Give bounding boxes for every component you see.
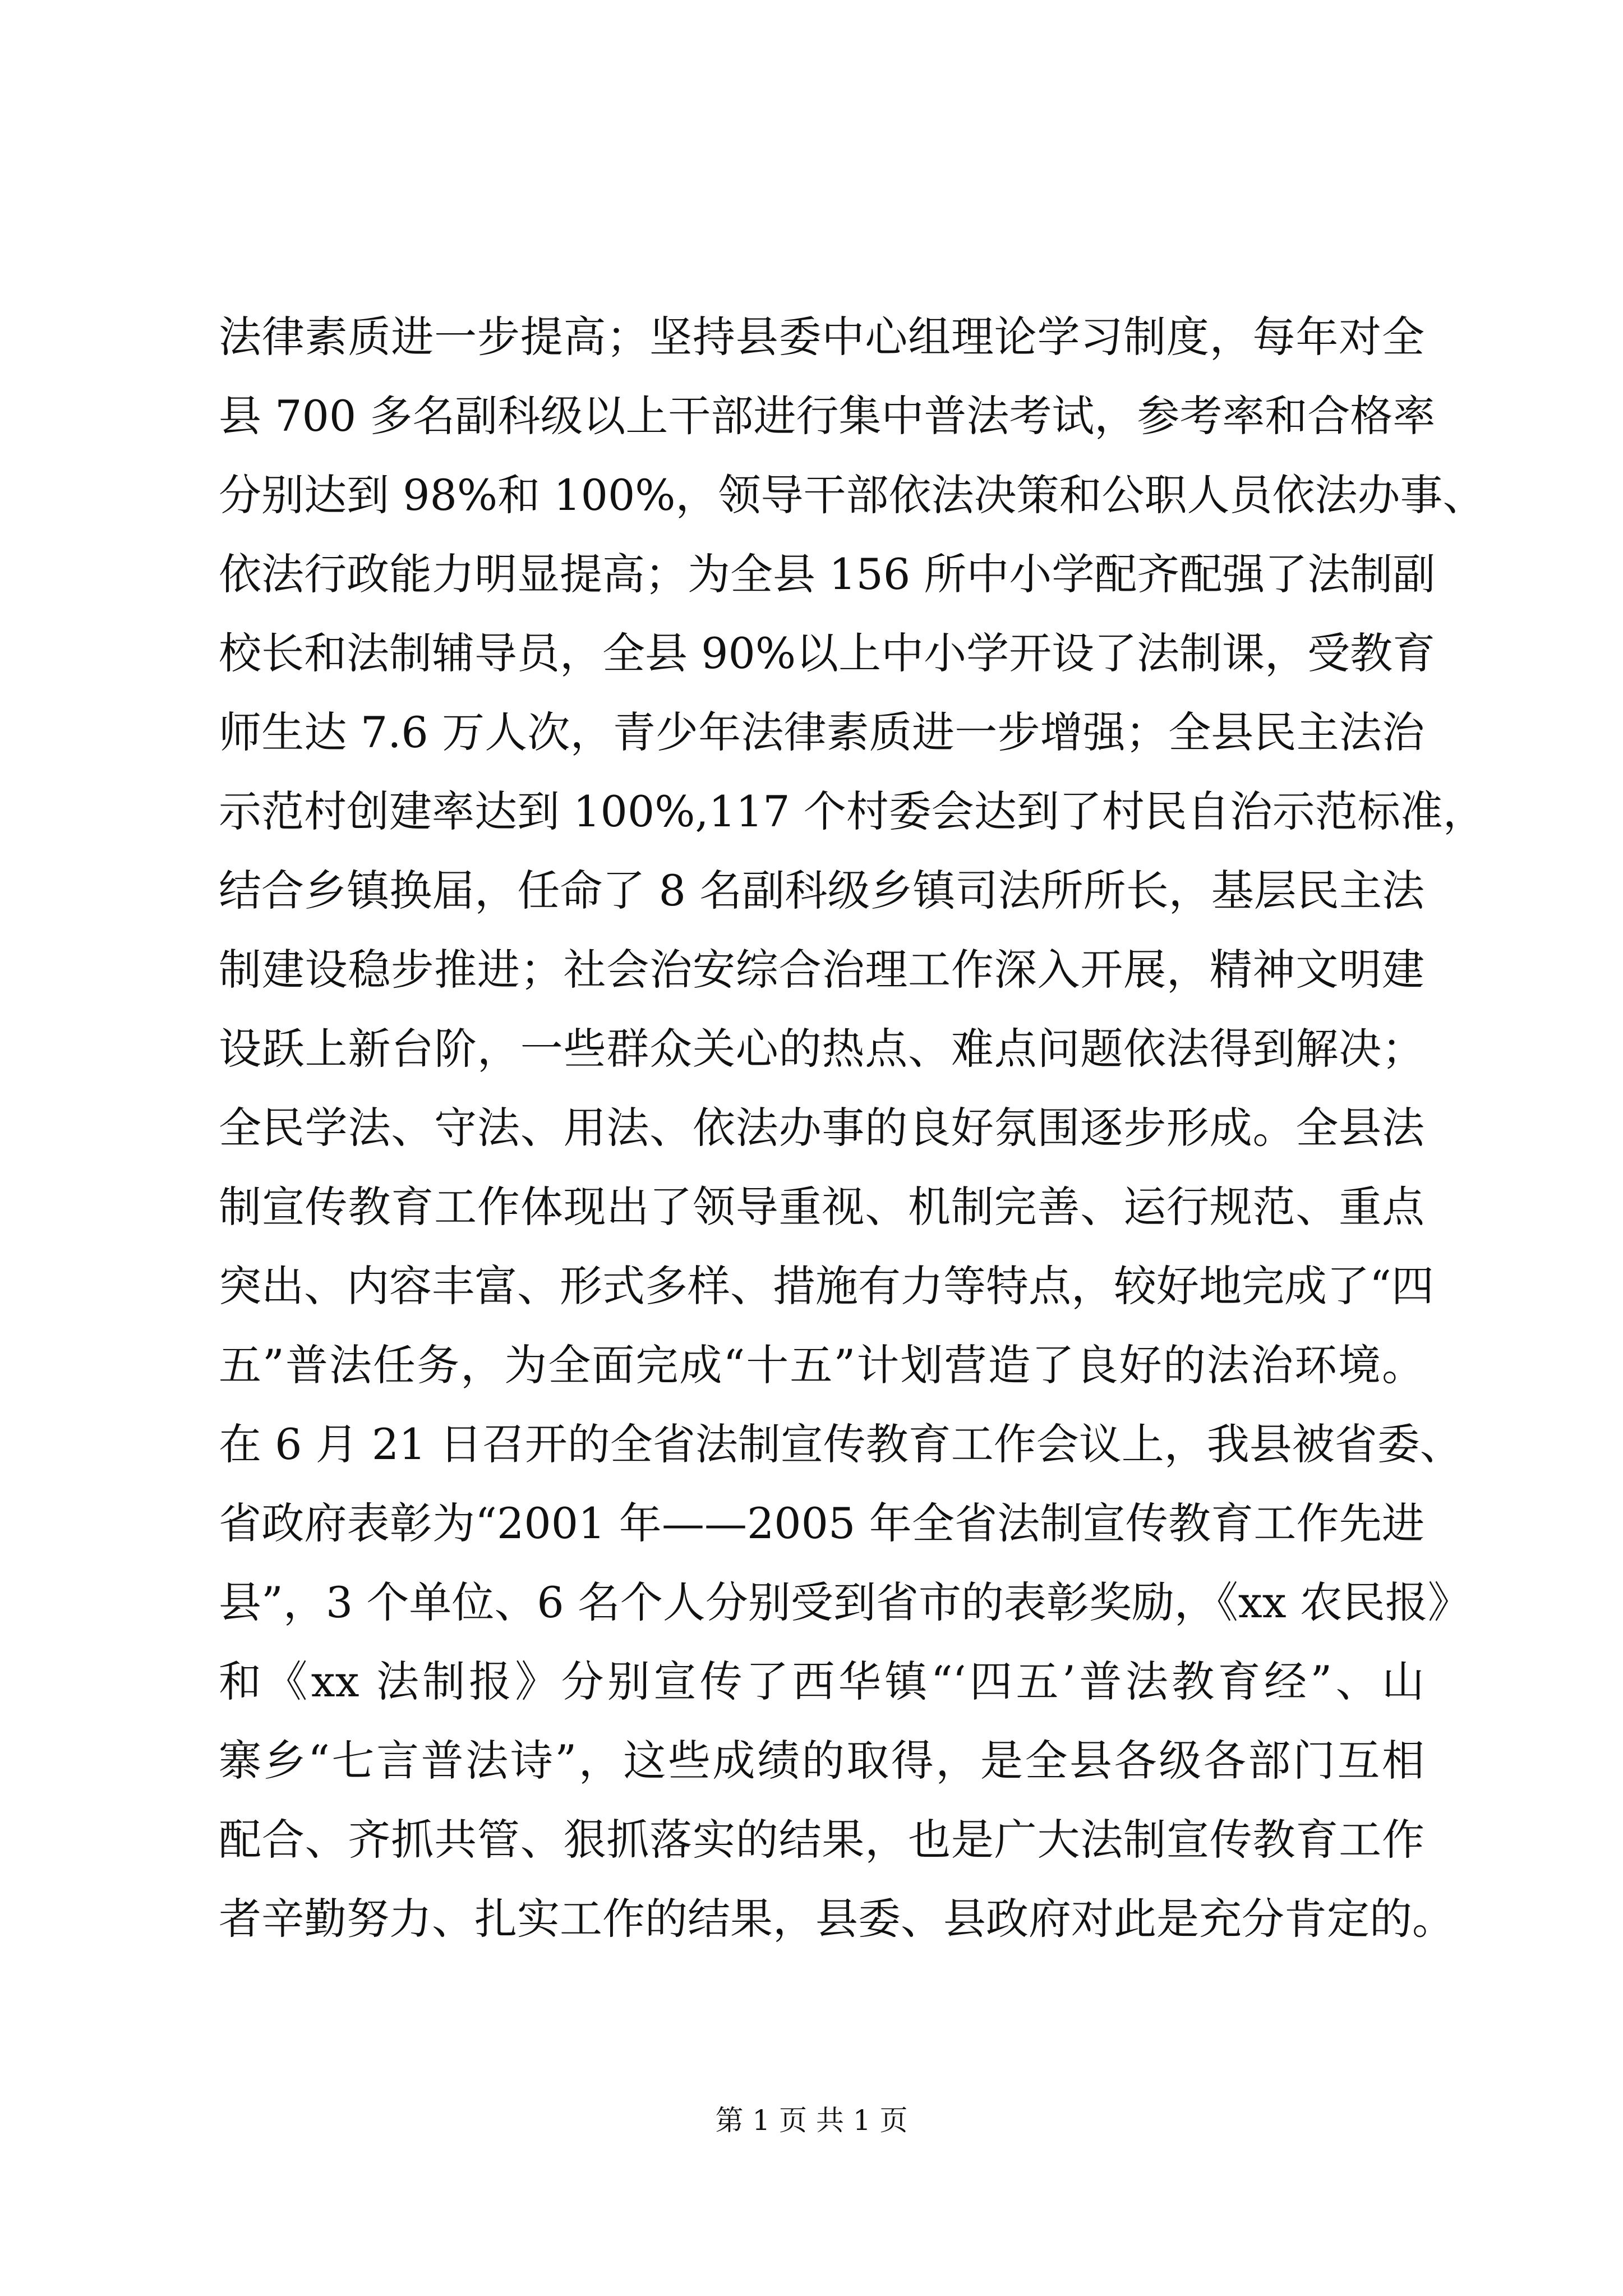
body-line: 全民学法、守法、用法、依法办事的良好氛围逐步形成。全县法 xyxy=(219,1103,1424,1153)
body-line: 示范村创建率达到 100%,117 个村委会达到了村民自治示范标准， xyxy=(219,786,1486,836)
body-line: 县”，3 个单位、6 名个人分别受到省市的表彰奖励，《xx 农民报》 xyxy=(219,1577,1470,1627)
page-footer xyxy=(0,2101,1623,2140)
body-line: 设跃上新台阶，一些群众关心的热点、难点问题依法得到解决； xyxy=(219,1024,1424,1074)
body-line: 配合、齐抓共管、狠抓落实的结果，也是广大法制宣传教育工作 xyxy=(219,1815,1424,1865)
body-line: 突出、内容丰富、形式多样、措施有力等特点，较好地完成了“四 xyxy=(219,1261,1434,1311)
body-line: 在 6 月 21 日召开的全省法制宣传教育工作会议上，我县被省委、 xyxy=(219,1419,1463,1469)
body-line: 制建设稳步推进；社会治安综合治理工作深入开展，精神文明建 xyxy=(219,945,1424,995)
page-number-label: 第 1 页 共 1 页 xyxy=(715,2104,908,2137)
body-line: 者辛勤努力、扎实工作的结果，县委、县政府对此是充分肯定的。 xyxy=(219,1894,1455,1944)
body-line: 和《xx 法制报》分别宣传了西华镇“‘四五’普法教育经”、山 xyxy=(219,1657,1424,1706)
body-line: 寨乡“七言普法诗”，这些成绩的取得，是全县各级各部门互相 xyxy=(219,1736,1424,1786)
body-line: 法律素质进一步提高；坚持县委中心组理论学习制度，每年对全 xyxy=(219,312,1424,362)
document-body xyxy=(219,297,1486,1958)
body-line: 结合乡镇换届，任命了 8 名副科级乡镇司法所所长，基层民主法 xyxy=(219,866,1424,915)
body-line: 师生达 7.6 万人次，青少年法律素质进一步增强；全县民主法治 xyxy=(219,707,1424,757)
body-line: 依法行政能力明显提高；为全县 156 所中小学配齐配强了法制副 xyxy=(219,549,1436,599)
body-line: 五”普法任务，为全面完成“十五”计划营造了良好的法治环境。 xyxy=(219,1340,1424,1390)
body-line: 制宣传教育工作体现出了领导重视、机制完善、运行规范、重点 xyxy=(219,1182,1424,1232)
body-line: 分别达到 98%和 100%，领导干部依法决策和公职人员依法办事、 xyxy=(219,470,1486,520)
body-line: 校长和法制辅导员，全县 90%以上中小学开设了法制课，受教育 xyxy=(219,628,1436,678)
body-line: 省政府表彰为“2001 年——2005 年全省法制宣传教育工作先进 xyxy=(219,1498,1424,1548)
body-line: 县 700 多名副科级以上干部进行集中普法考试，参考率和合格率 xyxy=(219,391,1436,441)
